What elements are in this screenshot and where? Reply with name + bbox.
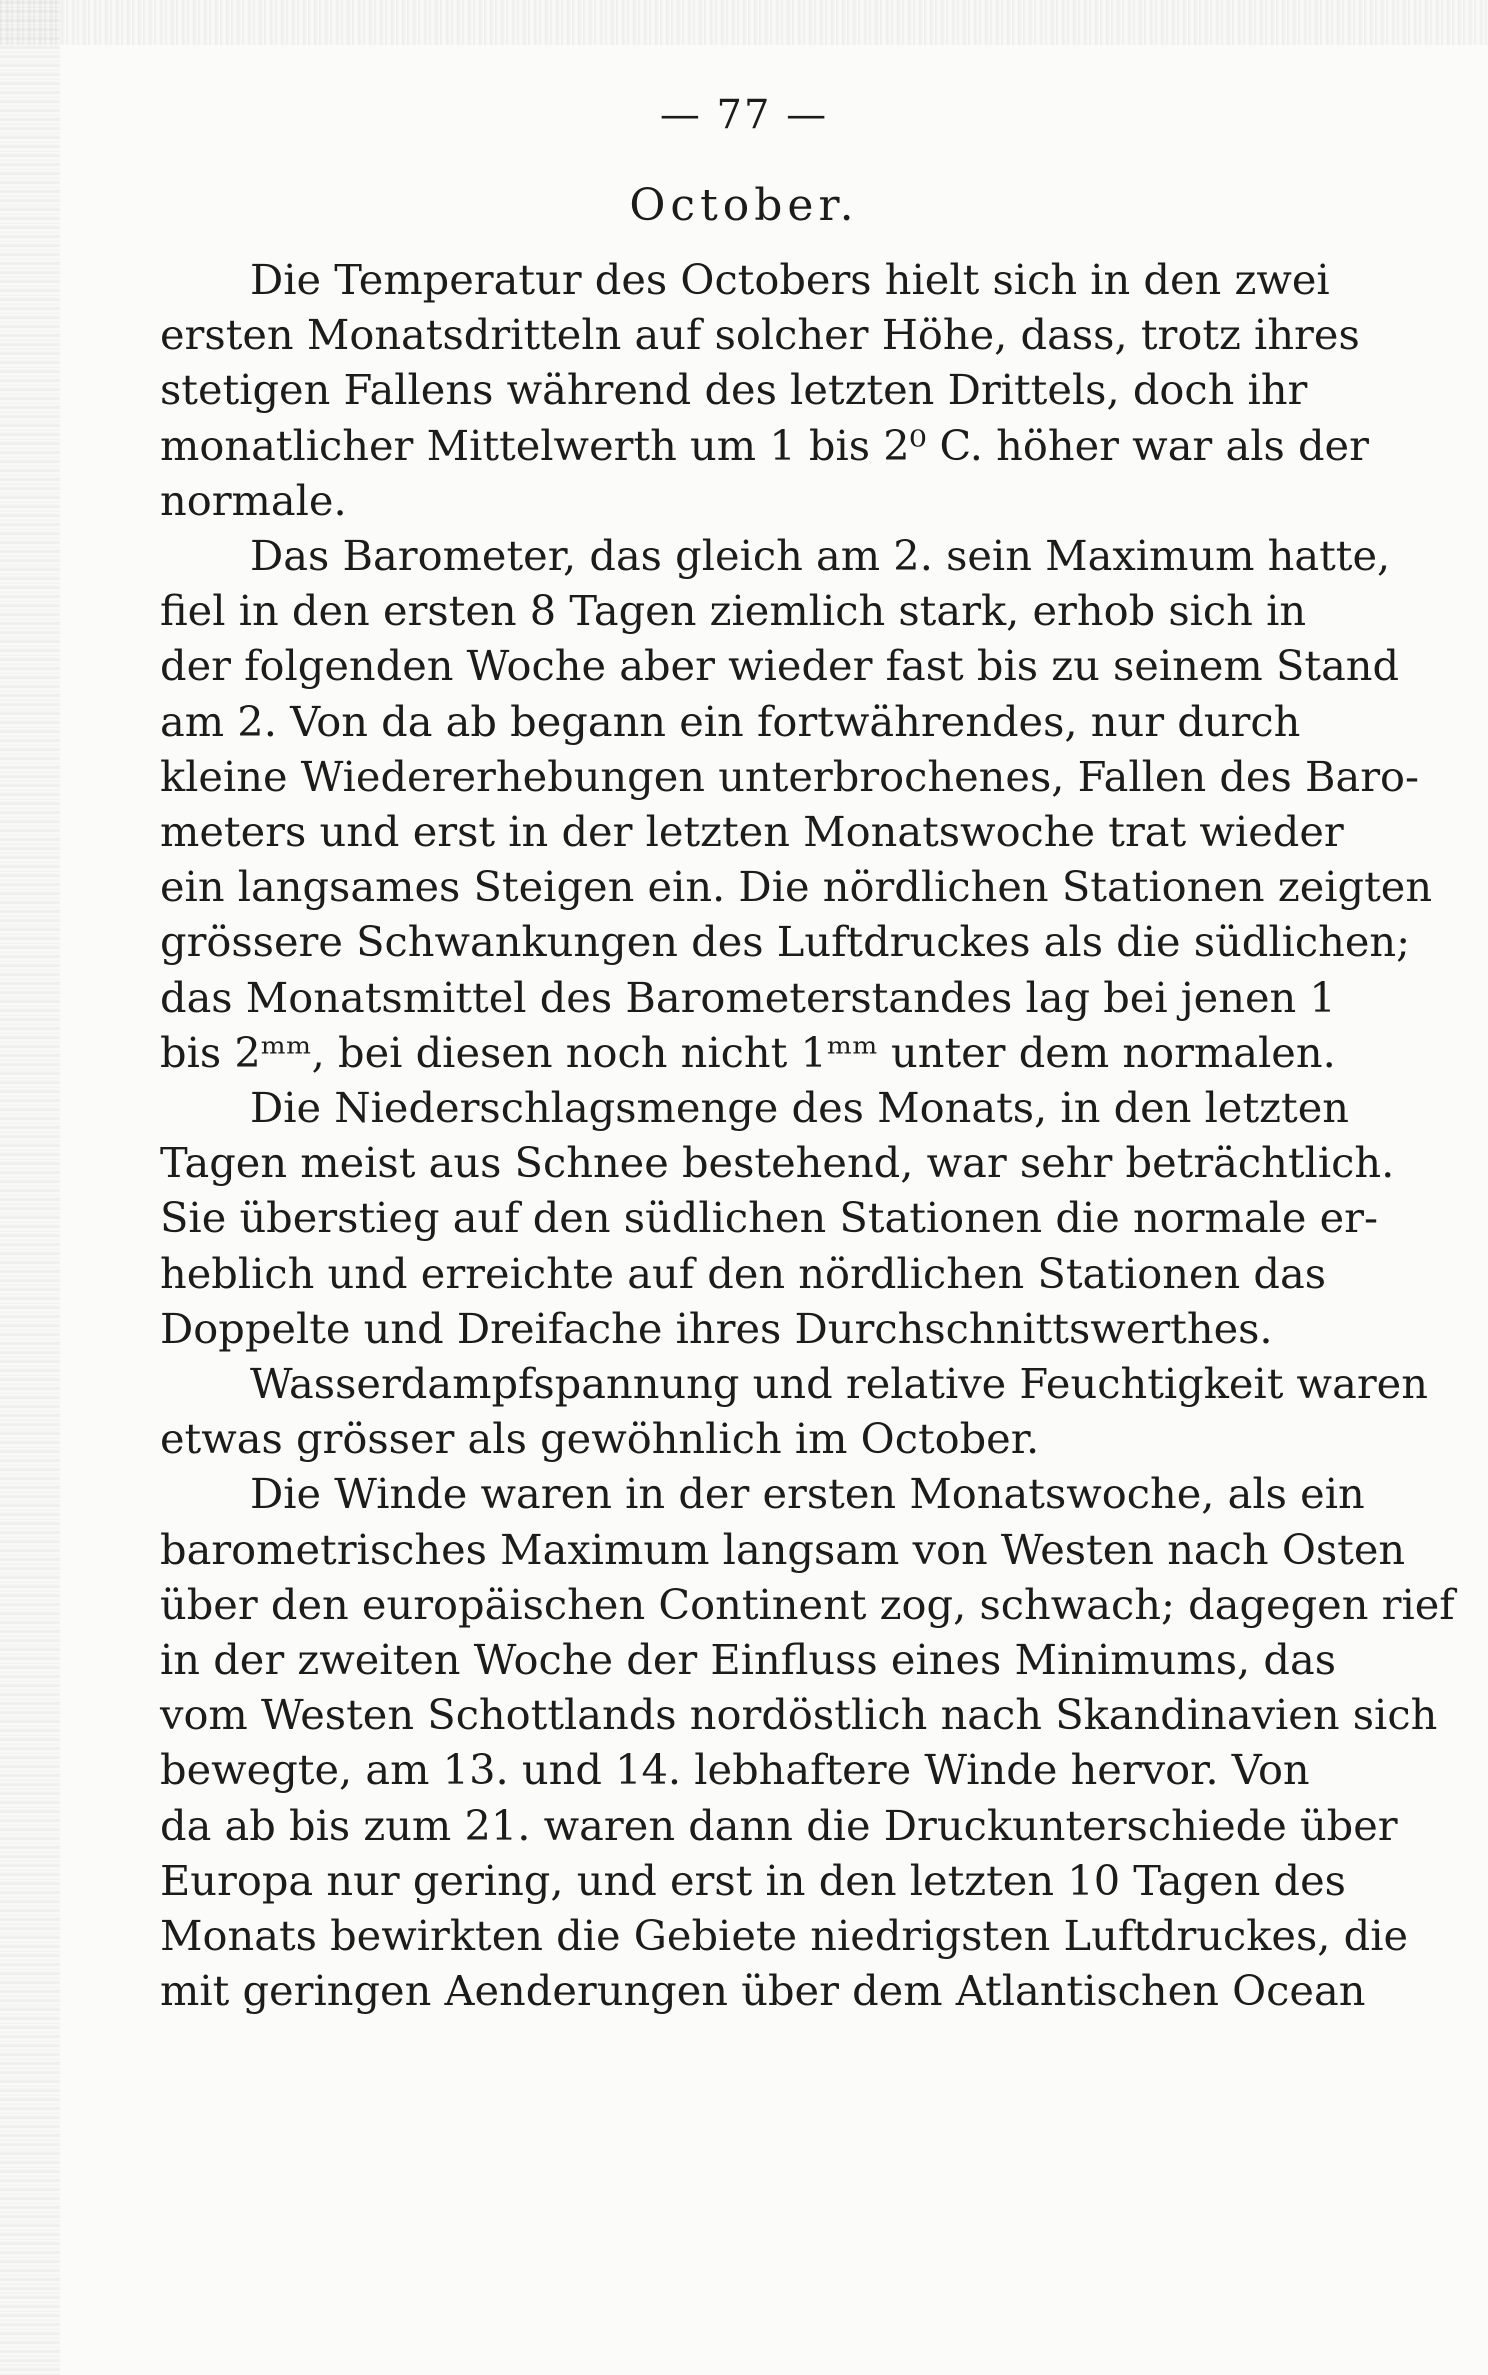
text-line: monatlicher Mittelwerth um 1 bis 2⁰ C. höher war als der [160,420,1369,470]
text-line: in der zweiten Woche der Einfluss eines Minimums, das [160,1635,1337,1685]
text-line: Die Niederschlagsmenge des Monats, in den letzten [250,1083,1350,1133]
body-text [160,252,1455,2019]
text-line: normale. [160,475,347,525]
paragraph-temperature [160,252,1369,528]
text-line: etwas grösser als gewöhnlich im October. [160,1414,1040,1464]
text-line: Doppelte und Dreifache ihres Durchschnittswerthes. [160,1303,1273,1353]
text-line: bewegte, am 13. und 14. lebhaftere Winde hervor. Von [160,1745,1310,1795]
paragraph-precipitation [160,1080,1395,1356]
text-line: über den europäischen Continent zog, schwach; dagegen rief [160,1579,1455,1629]
paragraph-winds [160,1466,1455,2018]
text-line: ein langsames Steigen ein. Die nördlichen Stationen zeigten [160,862,1433,912]
page-number: — 77 — [659,92,829,138]
text-line: mit geringen Aenderungen über dem Atlantischen Ocean [160,1966,1366,2016]
text-line: meters und erst in der letzten Monatswoche trat wieder [160,807,1344,857]
text-line: Monats bewirkten die Gebiete niedrigsten Luftdruckes, die [160,1911,1409,1961]
text-line: stetigen Fallens während des letzten Drittels, doch ihr [160,365,1308,415]
text-line: Europa nur gering, und erst in den letzten 10 Tagen des [160,1855,1346,1905]
text-line: Die Winde waren in der ersten Monatswoche, als ein [250,1469,1365,1519]
text-line: das Monatsmittel des Barometerstandes lag bei jenen 1 [160,972,1336,1022]
text-line: bis 2ᵐᵐ, bei diesen noch nicht 1ᵐᵐ unter dem normalen. [160,1027,1336,1077]
text-line: barometrisches Maximum langsam von Westen nach Osten [160,1524,1406,1574]
text-line: Tagen meist aus Schnee bestehend, war sehr beträchtlich. [160,1138,1395,1188]
text-line: vom Westen Schottlands nordöstlich nach Skandinavien sich [160,1690,1438,1740]
text-line: am 2. Von da ab begann ein fortwährendes, nur durch [160,696,1301,746]
text-line: der folgenden Woche aber wieder fast bis zu seinem Stand [160,641,1400,691]
paragraph-humidity [160,1356,1428,1466]
paragraph-barometer [160,528,1433,1080]
text-line: ersten Monatsdritteln auf solcher Höhe, dass, trotz ihres [160,310,1360,360]
section-title: October. [629,180,859,231]
text-line: Wasserdampfspannung und relative Feuchtigkeit waren [250,1359,1428,1409]
text-line: heblich und erreichte auf den nördlichen Stationen das [160,1248,1327,1298]
scan-edge-shadow [0,0,60,2375]
text-line: da ab bis zum 21. waren dann die Druckunterschiede über [160,1800,1398,1850]
text-line: fiel in den ersten 8 Tagen ziemlich stark, erhob sich in [160,586,1307,636]
text-line: kleine Wiedererhebungen unterbrochenes, Fallen des Baro- [160,751,1420,801]
text-line: Die Temperatur des Octobers hielt sich in den zwei [250,255,1330,304]
scan-top-shadow [0,0,1488,45]
text-line: Sie überstieg auf den südlichen Stationen die normale er- [160,1193,1379,1243]
text-line: Das Barometer, das gleich am 2. sein Maximum hatte, [250,531,1391,581]
text-line: grössere Schwankungen des Luftdruckes als die südlichen; [160,917,1411,967]
